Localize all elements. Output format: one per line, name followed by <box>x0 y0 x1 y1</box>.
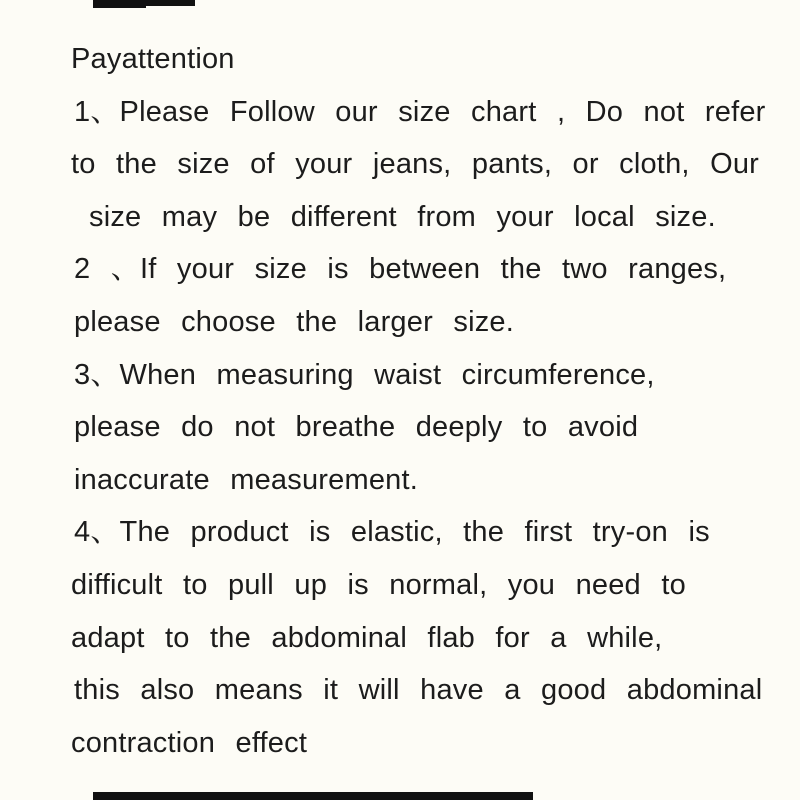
notice-line-13: contraction effect <box>71 726 308 759</box>
notice-line-8: inaccurate measurement. <box>74 463 418 496</box>
notice-line-4: 2 、If your size is between the two ranges, <box>74 253 727 286</box>
notice-line-6: 3、When measuring waist circumference, <box>74 358 655 391</box>
notice-line-9: 4、The product is elastic, the first try-on is <box>74 516 710 549</box>
notice-line-1: 1、Please Follow our size chart , Do not refer <box>74 95 766 128</box>
notice-line-10: difficult to pull up is normal, you need to <box>71 568 686 601</box>
notice-line-2: to the size of your jeans, pants, or cloth, Our <box>71 148 760 181</box>
notice-line-3: size may be different from your local size. <box>89 200 716 233</box>
cropped-content-remnant-bottom <box>93 792 533 800</box>
notice-lines <box>71 86 772 770</box>
notice-line-12: this also means it will have a good abdominal <box>74 674 763 707</box>
notice-heading: Payattention <box>71 43 235 75</box>
notice-line-5: please choose the larger size. <box>74 305 515 338</box>
notice-line-7: please do not breathe deeply to avoid <box>74 411 639 444</box>
notice-line-11: adapt to the abdominal flab for a while, <box>71 621 663 654</box>
